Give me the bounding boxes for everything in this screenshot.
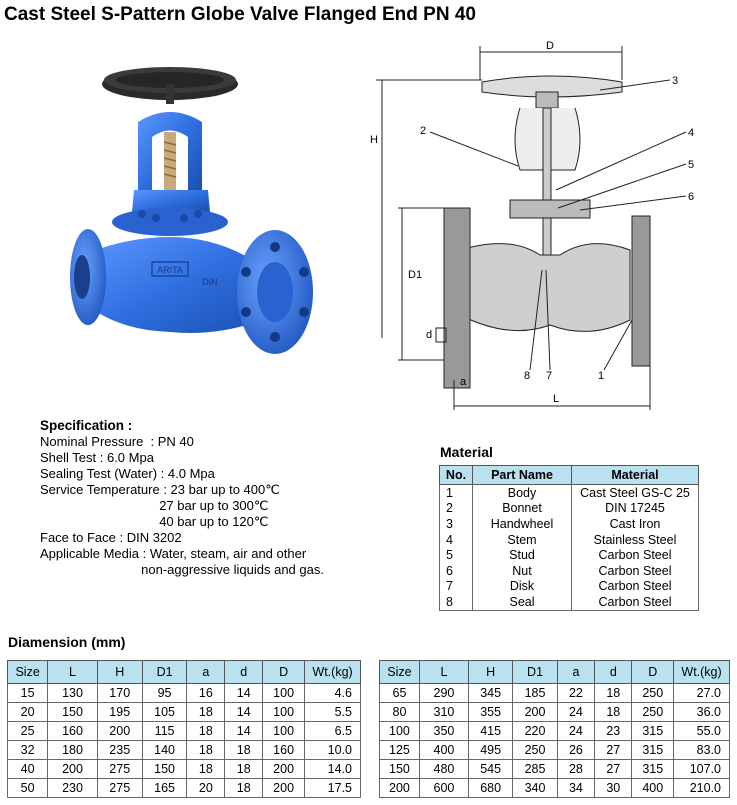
callout-5: 5 (688, 159, 695, 171)
dimension-table-right (379, 660, 730, 798)
dimension-cell: 16 (187, 684, 225, 703)
dimension-cell: 17.5 (305, 779, 361, 798)
dimension-cell: 315 (632, 760, 674, 779)
dimension-cell: 25 (8, 722, 48, 741)
material-table (439, 465, 699, 611)
dimension-col-header: H (97, 661, 142, 684)
dimension-cell: 160 (263, 741, 305, 760)
dimension-cell: 200 (48, 760, 98, 779)
callout-6: 6 (688, 191, 695, 203)
dimension-col-header: D (263, 661, 305, 684)
material-no-cell: 1 (440, 485, 473, 501)
dimension-cell: 14 (225, 684, 263, 703)
callout-2: 2 (420, 125, 427, 137)
dimension-cell: 18 (187, 722, 225, 741)
dim-label-a: a (460, 376, 467, 388)
dimension-cell: 165 (142, 779, 187, 798)
dimension-cell: 480 (419, 760, 468, 779)
material-no-cell: 6 (440, 563, 473, 579)
dimension-cell: 400 (419, 741, 468, 760)
dimension-cell: 34 (557, 779, 594, 798)
material-part-cell: Body (473, 485, 572, 501)
spec-line: non-aggressive liquids and gas. (40, 562, 324, 577)
dimension-cell: 14.0 (305, 760, 361, 779)
dimension-cell: 6.5 (305, 722, 361, 741)
dimension-col-header: L (48, 661, 98, 684)
material-material-cell: Stainless Steel (572, 532, 699, 548)
dimension-cell: 65 (380, 684, 420, 703)
spec-line: Face to Face : DIN 3202 (40, 530, 182, 545)
callout-7: 7 (546, 370, 553, 382)
callout-3: 3 (672, 75, 679, 87)
dimension-row (8, 703, 361, 722)
material-heading: Material (440, 444, 493, 460)
dimension-cell: 220 (513, 722, 557, 741)
material-part-cell: Bonnet (473, 501, 572, 517)
dimension-cell: 55.0 (674, 722, 730, 741)
dimension-cell: 24 (557, 703, 594, 722)
material-no-cell: 7 (440, 579, 473, 595)
dimension-cell: 18 (595, 703, 632, 722)
dimension-row (380, 779, 730, 798)
dimension-cell: 150 (48, 703, 98, 722)
dimension-cell: 355 (468, 703, 512, 722)
material-material-cell: Carbon Steel (572, 547, 699, 563)
dimension-cell: 80 (380, 703, 420, 722)
dimension-col-header: D1 (142, 661, 187, 684)
dimension-col-header: D1 (513, 661, 557, 684)
dimension-row (380, 722, 730, 741)
dimension-cell: 115 (142, 722, 187, 741)
dimension-col-header: a (557, 661, 594, 684)
dimension-cell: 185 (513, 684, 557, 703)
valve-drawing (360, 40, 700, 415)
dimension-cell: 18 (187, 760, 225, 779)
dim-label-D: D (546, 40, 554, 52)
dimension-cell: 200 (380, 779, 420, 798)
dimension-col-header: Wt.(kg) (305, 661, 361, 684)
dimension-col-header: Size (380, 661, 420, 684)
material-part-cell: Handwheel (473, 516, 572, 532)
dimension-cell: 105 (142, 703, 187, 722)
dimension-row (8, 684, 361, 703)
dimension-cell: 20 (8, 703, 48, 722)
material-no-cell: 5 (440, 547, 473, 563)
material-row (440, 485, 699, 501)
spec-line: Applicable Media : Water, steam, air and other (40, 546, 307, 561)
dimension-heading: Diamension (mm) (8, 634, 126, 650)
dimension-cell: 40 (8, 760, 48, 779)
material-row (440, 501, 699, 517)
dimension-cell: 27 (595, 741, 632, 760)
material-part-cell: Nut (473, 563, 572, 579)
dimension-cell: 22 (557, 684, 594, 703)
dimension-col-header: D (632, 661, 674, 684)
dimension-cell: 20 (187, 779, 225, 798)
dimension-cell: 230 (48, 779, 98, 798)
dimension-cell: 150 (142, 760, 187, 779)
material-no-cell: 4 (440, 532, 473, 548)
dimension-cell: 83.0 (674, 741, 730, 760)
dimension-cell: 15 (8, 684, 48, 703)
dimension-cell: 10.0 (305, 741, 361, 760)
dimension-cell: 18 (595, 684, 632, 703)
dimension-row (380, 684, 730, 703)
dimension-cell: 315 (632, 741, 674, 760)
dimension-col-header: H (468, 661, 512, 684)
material-part-cell: Disk (473, 579, 572, 595)
spec-line: 40 bar up to 120℃ (40, 514, 269, 529)
dimension-cell: 415 (468, 722, 512, 741)
material-material-cell: Carbon Steel (572, 594, 699, 610)
dimension-cell: 125 (380, 741, 420, 760)
dimension-cell: 26 (557, 741, 594, 760)
dim-label-H: H (370, 134, 378, 146)
material-part-cell: Seal (473, 594, 572, 610)
dimension-col-header: d (595, 661, 632, 684)
specification-block (40, 418, 324, 578)
material-row (440, 547, 699, 563)
material-row (440, 594, 699, 610)
dimension-cell: 140 (142, 741, 187, 760)
bonnet-marking: DIN (202, 277, 218, 287)
dimension-cell: 200 (263, 760, 305, 779)
material-row (440, 532, 699, 548)
material-no-cell: 3 (440, 516, 473, 532)
dimension-cell: 180 (48, 741, 98, 760)
dimension-row (8, 779, 361, 798)
material-part-cell: Stud (473, 547, 572, 563)
dimension-cell: 345 (468, 684, 512, 703)
dimension-cell: 290 (419, 684, 468, 703)
dimension-cell: 250 (632, 703, 674, 722)
dimension-cell: 195 (97, 703, 142, 722)
material-row (440, 563, 699, 579)
dimension-cell: 14 (225, 703, 263, 722)
dimension-cell: 100 (263, 684, 305, 703)
specification-heading: Specification : (40, 418, 133, 433)
dim-label-D1: D1 (408, 269, 423, 281)
dimension-cell: 275 (97, 779, 142, 798)
dimension-cell: 250 (513, 741, 557, 760)
dimension-row (380, 741, 730, 760)
material-no-cell: 2 (440, 501, 473, 517)
dimension-cell: 23 (595, 722, 632, 741)
dimension-cell: 27 (595, 760, 632, 779)
dimension-cell: 495 (468, 741, 512, 760)
material-col-material: Material (572, 466, 699, 485)
material-col-part: Part Name (473, 466, 572, 485)
dim-label-L: L (552, 393, 560, 405)
dimension-cell: 30 (595, 779, 632, 798)
material-part-cell: Stem (473, 532, 572, 548)
dimension-cell: 170 (97, 684, 142, 703)
dimension-cell: 285 (513, 760, 557, 779)
dimension-cell: 100 (263, 722, 305, 741)
dimension-cell: 14 (225, 722, 263, 741)
dimension-cell: 315 (632, 722, 674, 741)
dimension-col-header: d (225, 661, 263, 684)
dimension-cell: 200 (97, 722, 142, 741)
dimension-cell: 100 (380, 722, 420, 741)
spec-line: Sealing Test (Water) : 4.0 Mpa (40, 466, 215, 481)
dimension-cell: 600 (419, 779, 468, 798)
dimension-cell: 210.0 (674, 779, 730, 798)
dimension-cell: 100 (263, 703, 305, 722)
dimension-cell: 275 (97, 760, 142, 779)
dimension-col-header: Size (8, 661, 48, 684)
dimension-cell: 150 (380, 760, 420, 779)
dimension-cell: 200 (513, 703, 557, 722)
dimension-cell: 160 (48, 722, 98, 741)
material-row (440, 516, 699, 532)
dimension-cell: 95 (142, 684, 187, 703)
material-header-row (440, 466, 699, 485)
dimension-cell: 50 (8, 779, 48, 798)
dimension-cell: 107.0 (674, 760, 730, 779)
dimension-cell: 24 (557, 722, 594, 741)
material-row (440, 579, 699, 595)
material-material-cell: DIN 17245 (572, 501, 699, 517)
material-no-cell: 8 (440, 594, 473, 610)
valve-photo (60, 62, 320, 382)
dimension-cell: 32 (8, 741, 48, 760)
dimension-cell: 400 (632, 779, 674, 798)
dimension-header-row (8, 661, 361, 684)
material-col-no: No. (440, 466, 473, 485)
dimension-cell: 27.0 (674, 684, 730, 703)
dim-label-d: d (426, 329, 433, 341)
dimension-col-header: a (187, 661, 225, 684)
callout-1: 1 (598, 370, 605, 382)
dimension-row (380, 760, 730, 779)
dimension-cell: 18 (225, 741, 263, 760)
dimension-cell: 130 (48, 684, 98, 703)
dimension-cell: 5.5 (305, 703, 361, 722)
dimension-cell: 680 (468, 779, 512, 798)
dimension-cell: 340 (513, 779, 557, 798)
dimension-cell: 250 (632, 684, 674, 703)
dimension-cell: 18 (187, 703, 225, 722)
material-material-cell: Carbon Steel (572, 563, 699, 579)
spec-line: Nominal Pressure : PN 40 (40, 434, 194, 449)
spec-line: Service Temperature : 23 bar up to 400℃ (40, 482, 280, 497)
dimension-cell: 310 (419, 703, 468, 722)
dimension-cell: 18 (187, 741, 225, 760)
dimension-cell: 200 (263, 779, 305, 798)
dimension-cell: 18 (225, 760, 263, 779)
dimension-cell: 350 (419, 722, 468, 741)
dimension-table-left (7, 660, 361, 798)
spec-line: 27 bar up to 300℃ (40, 498, 269, 513)
callout-8: 8 (524, 370, 531, 382)
dimension-cell: 545 (468, 760, 512, 779)
dimension-cell: 36.0 (674, 703, 730, 722)
dimension-row (8, 760, 361, 779)
dimension-cell: 28 (557, 760, 594, 779)
dimension-col-header: L (419, 661, 468, 684)
material-material-cell: Cast Iron (572, 516, 699, 532)
dimension-cell: 4.6 (305, 684, 361, 703)
dimension-cell: 18 (225, 779, 263, 798)
material-material-cell: Carbon Steel (572, 579, 699, 595)
body-marking: ARITA (157, 265, 183, 275)
dimension-row (8, 741, 361, 760)
material-material-cell: Cast Steel GS-C 25 (572, 485, 699, 501)
dimension-row (8, 722, 361, 741)
dimension-row (380, 703, 730, 722)
dimension-header-row (380, 661, 730, 684)
dimension-cell: 235 (97, 741, 142, 760)
dimension-col-header: Wt.(kg) (674, 661, 730, 684)
page-title: Cast Steel S-Pattern Globe Valve Flanged End PN 40 (4, 4, 476, 25)
callout-4: 4 (688, 127, 695, 139)
spec-line: Shell Test : 6.0 Mpa (40, 450, 154, 465)
